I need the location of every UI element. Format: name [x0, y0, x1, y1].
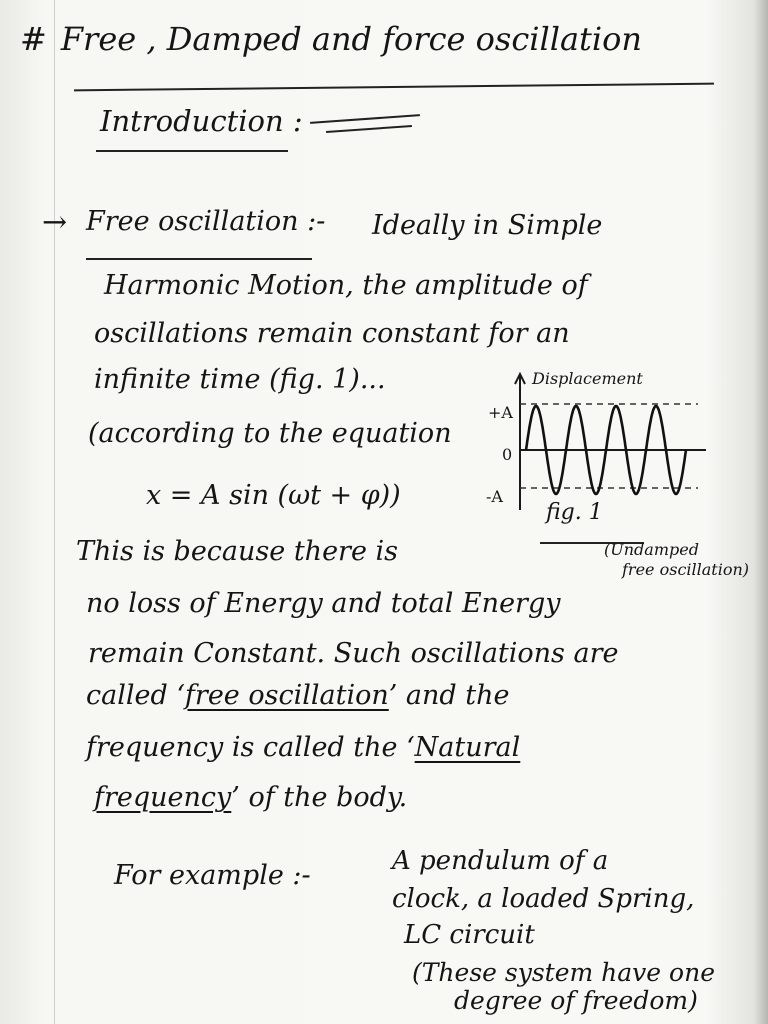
text-line: This is because there is — [76, 536, 399, 567]
frequency-prefix: frequency is called the ‘ — [86, 732, 415, 763]
equation: x = A sin (ωt + φ)) — [146, 480, 401, 511]
note-line: (These system have one — [412, 958, 715, 987]
example-line: clock, a loaded Spring, — [392, 884, 695, 914]
intro-dash — [310, 114, 420, 124]
intro-dash — [326, 125, 412, 133]
text-line — [86, 732, 520, 763]
figure-caption-line: free oscillation) — [622, 560, 750, 579]
frequency-term: frequency — [94, 782, 232, 813]
zero-label: 0 — [502, 445, 513, 464]
text-line: Harmonic Motion, the amplitude of — [104, 270, 588, 301]
title-underline — [74, 83, 714, 92]
text-line: infinite time (fig. 1)... — [94, 364, 386, 395]
free-oscillation-label: Free oscillation :- — [86, 206, 326, 237]
free-oscillation-underline — [86, 258, 312, 260]
title-hash: # — [20, 20, 47, 58]
text-line — [94, 782, 407, 813]
called-suffix: ’ and the — [388, 680, 510, 711]
example-label: For example :- — [114, 860, 311, 891]
arrow-icon: → — [42, 205, 68, 240]
figure-label: fig. 1 — [546, 500, 603, 525]
text-line — [86, 680, 509, 711]
minus-a-label: -A — [486, 487, 503, 506]
text-line: remain Constant. Such oscillations are — [88, 638, 619, 669]
figure-caption-line: (Undamped — [604, 540, 699, 559]
y-axis-label: Displacement — [532, 369, 643, 388]
example-line: LC circuit — [404, 920, 535, 950]
margin-line — [54, 0, 55, 1024]
text-line: oscillations remain constant for an — [94, 318, 570, 349]
example-line: A pendulum of a — [392, 846, 609, 876]
title-text: Free , Damped and force oscillation — [60, 20, 642, 58]
text-line: no loss of Energy and total Energy — [86, 588, 561, 619]
free-oscillation-term: free oscillation — [184, 680, 389, 711]
text-line: Ideally in Simple — [372, 210, 603, 241]
page-edge-shadow — [754, 0, 768, 1024]
page-title — [20, 20, 642, 58]
note-line: degree of freedom) — [454, 986, 698, 1015]
displacement-figure — [474, 362, 714, 522]
called-prefix: called ‘ — [86, 680, 185, 711]
plus-a-label: +A — [488, 403, 513, 422]
intro-underline — [96, 150, 288, 152]
intro-heading: Introduction : — [100, 104, 303, 138]
frequency-suffix: ’ of the body. — [231, 782, 408, 813]
text-line: (according to the equation — [88, 418, 452, 449]
natural-term: Natural — [414, 732, 521, 763]
